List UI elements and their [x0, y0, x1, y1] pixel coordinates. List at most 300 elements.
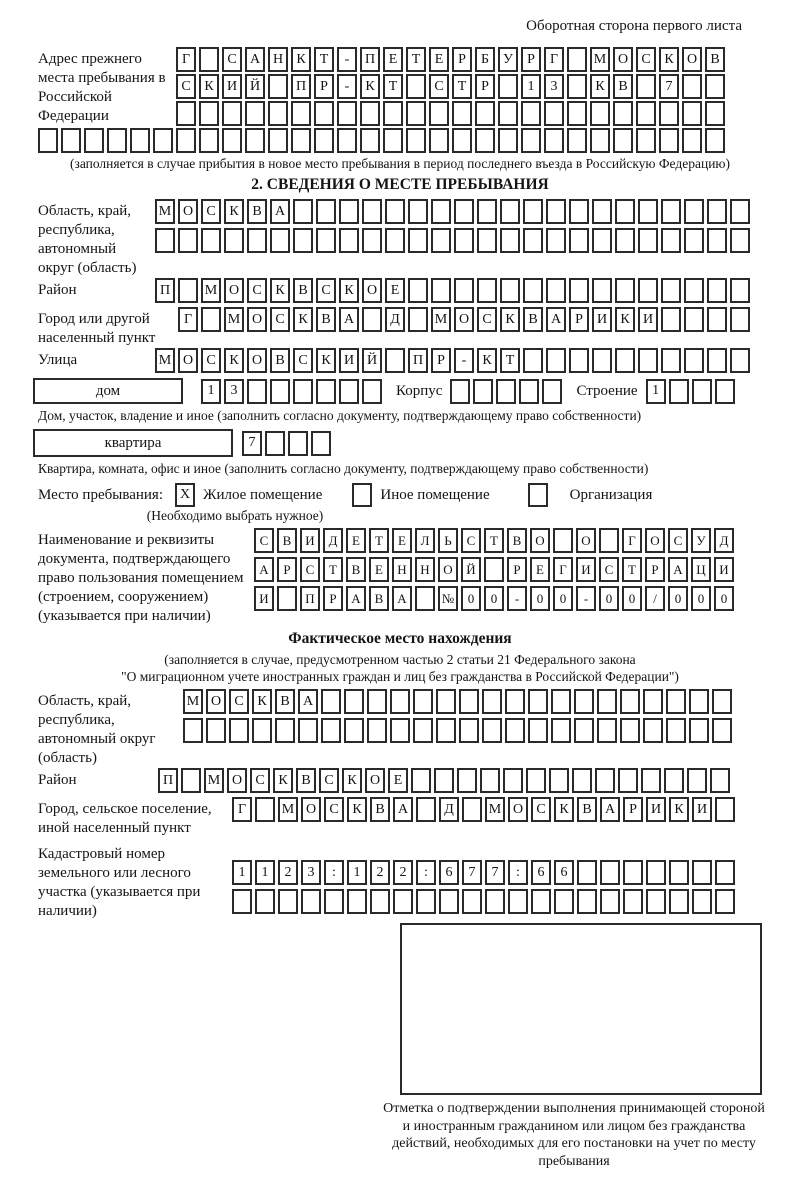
factual-gorod-label: Город, сельское поселение, иной населенный пункт	[38, 801, 212, 836]
char-box	[178, 278, 198, 303]
char-box	[473, 379, 493, 404]
dom-note: Дом, участок, владение и иное (заполнить согласно документу, подтверждающему право собственности)	[38, 408, 642, 423]
char-box	[416, 889, 436, 914]
char-box	[311, 431, 331, 456]
char-box: В	[370, 797, 390, 822]
char-box: 0	[622, 586, 642, 611]
char-box: К	[342, 768, 362, 793]
char-box	[682, 74, 702, 99]
char-box	[255, 889, 275, 914]
char-box: 0	[553, 586, 573, 611]
document-row-2	[254, 557, 734, 582]
char-box	[278, 889, 298, 914]
char-box: -	[507, 586, 527, 611]
char-box: О	[508, 797, 528, 822]
char-box: Р	[431, 348, 451, 373]
header-note: Оборотная сторона первого листа	[526, 18, 742, 34]
char-box: Н	[415, 557, 435, 582]
char-box	[176, 101, 196, 126]
char-box	[669, 860, 689, 885]
char-box: В	[270, 348, 290, 373]
char-box: Ь	[438, 528, 458, 553]
char-box: Д	[323, 528, 343, 553]
char-box	[705, 101, 725, 126]
char-box: 0	[714, 586, 734, 611]
char-box	[321, 718, 341, 743]
char-box	[500, 278, 520, 303]
char-box: В	[523, 307, 543, 332]
char-box: :	[508, 860, 528, 885]
char-box: Т	[500, 348, 520, 373]
char-box	[482, 718, 502, 743]
stamp-box	[400, 923, 762, 1095]
char-box	[498, 101, 518, 126]
char-box	[682, 101, 702, 126]
char-box	[454, 228, 474, 253]
char-box	[199, 101, 219, 126]
char-box: С	[461, 528, 481, 553]
char-box	[684, 199, 704, 224]
char-box	[592, 199, 612, 224]
char-box: П	[158, 768, 178, 793]
char-box	[383, 101, 403, 126]
char-box: И	[638, 307, 658, 332]
char-box	[528, 718, 548, 743]
kvartira-row	[33, 429, 762, 457]
char-box	[206, 718, 226, 743]
char-box: 0	[668, 586, 688, 611]
char-box: Н	[392, 557, 412, 582]
prev-address-row-2	[176, 74, 725, 99]
char-box: И	[692, 797, 712, 822]
char-box	[498, 74, 518, 99]
char-box: 1	[201, 379, 221, 404]
char-box	[592, 278, 612, 303]
char-box	[367, 718, 387, 743]
char-box	[439, 889, 459, 914]
raion-label: Район	[38, 282, 77, 298]
char-box: 7	[242, 431, 262, 456]
char-box	[413, 718, 433, 743]
document-field	[38, 528, 762, 626]
char-box	[712, 689, 732, 714]
char-box: 1	[347, 860, 367, 885]
char-box	[687, 768, 707, 793]
char-box	[385, 199, 405, 224]
char-box	[707, 307, 727, 332]
char-box	[475, 128, 495, 153]
char-box	[415, 586, 435, 611]
gorod-row	[178, 307, 750, 332]
kvartira-box: квартира	[33, 429, 233, 457]
char-box: А	[346, 586, 366, 611]
char-box	[265, 431, 285, 456]
char-box: Т	[484, 528, 504, 553]
char-box	[689, 718, 709, 743]
char-box	[201, 307, 221, 332]
char-box	[431, 228, 451, 253]
char-box	[390, 689, 410, 714]
char-box	[293, 379, 313, 404]
char-box	[505, 718, 525, 743]
char-box	[484, 557, 504, 582]
char-box: О	[438, 557, 458, 582]
factual-title: Фактическое место нахождения	[288, 630, 512, 647]
char-box	[689, 689, 709, 714]
char-box: О	[178, 348, 198, 373]
char-box	[362, 307, 382, 332]
char-box	[477, 278, 497, 303]
char-box	[615, 348, 635, 373]
char-box: В	[277, 528, 297, 553]
char-box: И	[576, 557, 596, 582]
char-box: О	[530, 528, 550, 553]
char-box	[569, 228, 589, 253]
char-box: Р	[507, 557, 527, 582]
char-box	[459, 718, 479, 743]
char-box	[661, 278, 681, 303]
char-box: С	[636, 47, 656, 72]
char-box	[155, 228, 175, 253]
char-box	[406, 128, 426, 153]
char-box: И	[254, 586, 274, 611]
char-box	[408, 228, 428, 253]
char-box	[523, 348, 543, 373]
mesto-row	[38, 483, 762, 507]
char-box	[546, 228, 566, 253]
char-box	[705, 74, 725, 99]
char-box: С	[229, 689, 249, 714]
char-box: 2	[370, 860, 390, 885]
char-box: В	[507, 528, 527, 553]
korpus-label: Корпус	[396, 382, 443, 399]
char-box: О	[365, 768, 385, 793]
char-box: Р	[277, 557, 297, 582]
char-box	[201, 228, 221, 253]
char-box: О	[682, 47, 702, 72]
char-box	[408, 307, 428, 332]
char-box: Р	[452, 47, 472, 72]
char-box: С	[293, 348, 313, 373]
char-box: С	[429, 74, 449, 99]
prev-address-row-1	[176, 47, 725, 72]
char-box: О	[362, 278, 382, 303]
char-box	[500, 228, 520, 253]
char-box: О	[301, 797, 321, 822]
char-box: М	[183, 689, 203, 714]
oblast-rows	[155, 199, 750, 253]
char-box	[712, 718, 732, 743]
char-box: С	[176, 74, 196, 99]
char-box	[344, 718, 364, 743]
char-box	[707, 278, 727, 303]
char-box: Е	[429, 47, 449, 72]
char-box: 0	[484, 586, 504, 611]
char-box: У	[498, 47, 518, 72]
char-box: А	[270, 199, 290, 224]
char-box	[553, 528, 573, 553]
char-box	[684, 228, 704, 253]
char-box	[61, 128, 81, 153]
char-box	[684, 278, 704, 303]
char-box: Г	[553, 557, 573, 582]
char-box	[595, 768, 615, 793]
dom-box: дом	[33, 378, 183, 404]
char-box	[199, 128, 219, 153]
char-box	[199, 47, 219, 72]
document-row-3	[254, 586, 734, 611]
char-box	[176, 128, 196, 153]
char-box	[431, 278, 451, 303]
char-box	[503, 768, 523, 793]
char-box: С	[599, 557, 619, 582]
char-box: -	[454, 348, 474, 373]
char-box: А	[392, 586, 412, 611]
char-box	[222, 101, 242, 126]
gorod-field	[38, 307, 762, 348]
char-box: А	[254, 557, 274, 582]
char-box	[523, 199, 543, 224]
char-box	[620, 689, 640, 714]
char-box: А	[298, 689, 318, 714]
factual-raion-row	[158, 768, 730, 793]
char-box	[669, 379, 689, 404]
char-box	[730, 199, 750, 224]
char-box: Ц	[691, 557, 711, 582]
char-box	[508, 889, 528, 914]
char-box: С	[319, 768, 339, 793]
char-box: 2	[393, 860, 413, 885]
char-box: Т	[369, 528, 389, 553]
char-box: 1	[646, 379, 666, 404]
char-box	[496, 379, 516, 404]
char-box: О	[454, 307, 474, 332]
char-box: 2	[278, 860, 298, 885]
char-box: И	[339, 348, 359, 373]
char-box	[600, 860, 620, 885]
char-box: :	[324, 860, 344, 885]
char-box	[692, 860, 712, 885]
char-box	[574, 689, 594, 714]
ulitsa-label: Улица	[38, 352, 78, 368]
char-box: М	[590, 47, 610, 72]
char-box	[613, 101, 633, 126]
char-box	[339, 228, 359, 253]
document-label: Наименование и реквизиты документа, подтверждающего право пользования помещением (строением, сооружением) (указывается при наличии)	[38, 532, 244, 624]
prev-address-label: Адрес прежнего места пребывания в Российской Федерации	[38, 51, 166, 124]
char-box	[597, 689, 617, 714]
char-box	[360, 128, 380, 153]
kadastr-row-2	[232, 889, 735, 914]
char-box	[613, 128, 633, 153]
char-box: Р	[314, 74, 334, 99]
char-box	[337, 101, 357, 126]
factual-note-2: "О миграционном учете иностранных граждан и лиц без гражданства в Российской Федерации")	[121, 669, 679, 684]
char-box	[222, 128, 242, 153]
char-box	[268, 74, 288, 99]
char-box: В	[369, 586, 389, 611]
char-box	[277, 586, 297, 611]
prev-address-note: (заполняется в случае прибытия в новое место пребывания в период последнего въезда в Российскую Федерацию)	[69, 156, 731, 171]
factual-gorod-row	[232, 797, 735, 822]
char-box	[646, 860, 666, 885]
char-box: 0	[691, 586, 711, 611]
char-box	[526, 768, 546, 793]
gorod-label: Город или другой населенный пункт	[38, 311, 156, 346]
char-box: А	[600, 797, 620, 822]
char-box: Й	[362, 348, 382, 373]
char-box: -	[337, 74, 357, 99]
char-box	[730, 278, 750, 303]
char-box: Е	[346, 528, 366, 553]
char-box: И	[592, 307, 612, 332]
dom-row	[33, 378, 762, 404]
char-box	[406, 101, 426, 126]
char-box	[245, 101, 265, 126]
char-box	[546, 278, 566, 303]
char-box: В	[613, 74, 633, 99]
char-box: М	[224, 307, 244, 332]
char-box	[521, 128, 541, 153]
char-box: Г	[544, 47, 564, 72]
char-box	[544, 128, 564, 153]
char-box: М	[278, 797, 298, 822]
char-box	[636, 74, 656, 99]
char-box	[638, 228, 658, 253]
char-box	[367, 689, 387, 714]
char-box	[270, 228, 290, 253]
char-box	[408, 278, 428, 303]
kadastr-label: Кадастровый номер земельного или лесного участка (указывается при наличии)	[38, 846, 201, 919]
char-box	[521, 101, 541, 126]
char-box: К	[659, 47, 679, 72]
char-box	[664, 768, 684, 793]
char-box	[523, 228, 543, 253]
char-box: О	[178, 199, 198, 224]
char-box	[661, 307, 681, 332]
char-box	[659, 128, 679, 153]
factual-oblast-row-2	[183, 718, 732, 743]
char-box	[434, 768, 454, 793]
document-rows	[254, 528, 734, 615]
char-box: 6	[439, 860, 459, 885]
char-box	[255, 797, 275, 822]
char-box	[623, 860, 643, 885]
char-box	[301, 889, 321, 914]
char-box	[477, 228, 497, 253]
char-box	[636, 101, 656, 126]
char-box	[643, 718, 663, 743]
char-box: Г	[176, 47, 196, 72]
char-box	[715, 860, 735, 885]
char-box	[252, 718, 272, 743]
char-box: Г	[178, 307, 198, 332]
char-box	[268, 128, 288, 153]
char-box	[224, 228, 244, 253]
char-box	[523, 278, 543, 303]
char-box	[362, 379, 382, 404]
char-box	[344, 689, 364, 714]
oblast-row-2	[155, 228, 750, 253]
char-box: 3	[224, 379, 244, 404]
char-box: П	[360, 47, 380, 72]
char-box: В	[577, 797, 597, 822]
char-box	[408, 199, 428, 224]
char-box	[636, 128, 656, 153]
char-box: К	[339, 278, 359, 303]
char-box	[293, 228, 313, 253]
char-box	[339, 379, 359, 404]
char-box: В	[346, 557, 366, 582]
mesto-option-zhiloe: Жилое помещение	[203, 486, 323, 503]
char-box	[314, 101, 334, 126]
char-box	[692, 889, 712, 914]
char-box	[544, 101, 564, 126]
char-box: С	[270, 307, 290, 332]
char-box: С	[247, 278, 267, 303]
char-box	[416, 797, 436, 822]
char-box: Т	[314, 47, 334, 72]
char-box: Е	[530, 557, 550, 582]
raion-field	[38, 278, 762, 303]
checkbox-org	[528, 483, 548, 507]
char-box	[623, 889, 643, 914]
char-box: В	[293, 278, 313, 303]
stroenie-cells	[646, 379, 735, 404]
char-box	[707, 199, 727, 224]
char-box	[291, 101, 311, 126]
char-box	[567, 101, 587, 126]
char-box: О	[224, 278, 244, 303]
char-box: №	[438, 586, 458, 611]
char-box	[569, 348, 589, 373]
mesto-option-org: Организация	[569, 486, 653, 503]
char-box: Т	[383, 74, 403, 99]
char-box	[452, 101, 472, 126]
char-box	[482, 689, 502, 714]
char-box	[549, 768, 569, 793]
char-box	[339, 199, 359, 224]
char-box: 3	[301, 860, 321, 885]
char-box	[643, 689, 663, 714]
char-box: О	[247, 307, 267, 332]
char-box	[316, 199, 336, 224]
char-box: Р	[645, 557, 665, 582]
char-box: К	[477, 348, 497, 373]
char-box: 0	[461, 586, 481, 611]
factual-oblast-rows	[183, 689, 732, 743]
char-box: Е	[388, 768, 408, 793]
char-box	[569, 278, 589, 303]
char-box	[362, 228, 382, 253]
char-box: П	[300, 586, 320, 611]
char-box	[38, 128, 58, 153]
char-box	[638, 348, 658, 373]
char-box: С	[222, 47, 242, 72]
char-box	[245, 128, 265, 153]
char-box	[546, 199, 566, 224]
char-box	[710, 768, 730, 793]
char-box	[638, 278, 658, 303]
char-box: С	[316, 278, 336, 303]
char-box: К	[360, 74, 380, 99]
char-box	[485, 889, 505, 914]
char-box: М	[431, 307, 451, 332]
char-box: И	[714, 557, 734, 582]
char-box: П	[155, 278, 175, 303]
kvartira-cells	[242, 431, 331, 456]
char-box: Т	[622, 557, 642, 582]
